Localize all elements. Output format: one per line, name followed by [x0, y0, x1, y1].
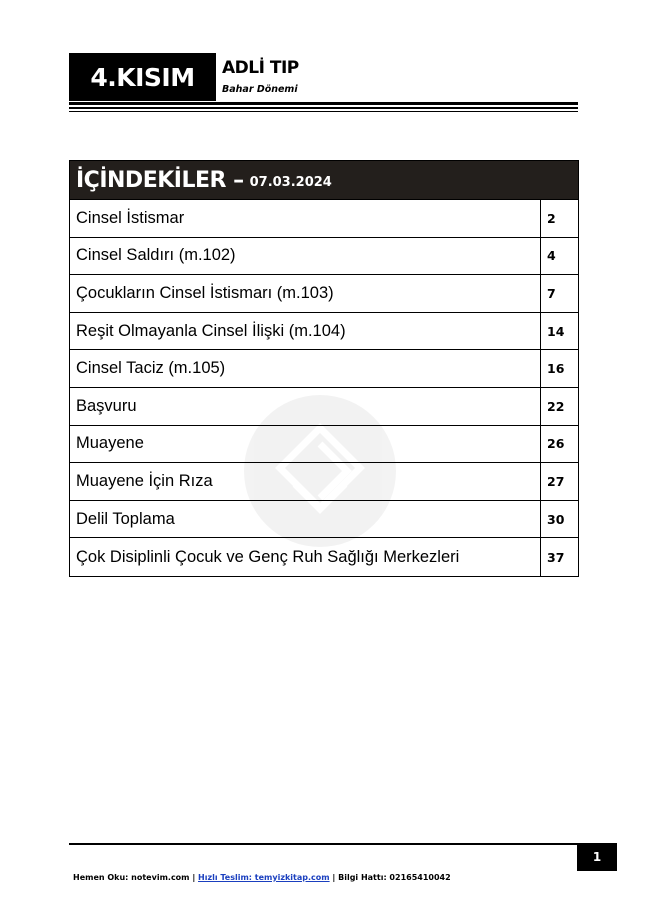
section-label: 4.KISIM: [69, 53, 216, 101]
toc-item-title: Muayene: [70, 426, 541, 463]
toc-rows: [70, 200, 578, 576]
toc-item-page: 27: [547, 473, 565, 489]
toc-item-page: 22: [547, 398, 565, 414]
header-divider: [69, 102, 578, 105]
table-of-contents: [69, 160, 579, 577]
toc-row[interactable]: [70, 501, 578, 539]
footer-info: [73, 873, 451, 882]
header-divider: [69, 107, 578, 109]
toc-row[interactable]: [70, 538, 578, 576]
toc-item-page: 7: [547, 285, 556, 301]
toc-item-title: Muayene İçin Rıza: [70, 463, 541, 500]
toc-item-page: 14: [547, 323, 565, 339]
page-number: 1: [577, 843, 617, 871]
footer-divider: [69, 843, 579, 845]
toc-item-title: Başvuru: [70, 388, 541, 425]
toc-item-title: Cinsel İstismar: [70, 200, 541, 237]
toc-item-title: Çok Disiplinli Çocuk ve Genç Ruh Sağlığı Merkezleri: [70, 538, 541, 576]
toc-row[interactable]: [70, 426, 578, 464]
toc-item-page: 37: [547, 549, 565, 565]
toc-date: 07.03.2024: [249, 174, 332, 190]
toc-item-title: Çocukların Cinsel İstismarı (m.103): [70, 275, 541, 312]
course-title: ADLİ TIP: [222, 58, 299, 78]
toc-item-page: 30: [547, 511, 565, 527]
toc-row[interactable]: [70, 275, 578, 313]
toc-item-page: 2: [547, 210, 556, 226]
toc-heading: [70, 161, 578, 200]
toc-row[interactable]: [70, 238, 578, 276]
toc-item-title: Delil Toplama: [70, 501, 541, 538]
toc-item-page: 4: [547, 248, 556, 264]
toc-row[interactable]: [70, 200, 578, 238]
toc-row[interactable]: [70, 313, 578, 351]
footer-hotline: Bilgi Hattı: 02165410042: [338, 873, 451, 882]
toc-item-title: Cinsel Saldırı (m.102): [70, 238, 541, 275]
toc-row[interactable]: [70, 463, 578, 501]
toc-item-page: 26: [547, 436, 565, 452]
footer-separator: |: [332, 873, 336, 882]
toc-item-title: Cinsel Taciz (m.105): [70, 350, 541, 387]
toc-heading-label: İÇİNDEKİLER –: [76, 167, 244, 193]
toc-item-page: 16: [547, 361, 565, 377]
toc-row[interactable]: [70, 350, 578, 388]
toc-item-title: Reşit Olmayanla Cinsel İlişki (m.104): [70, 313, 541, 350]
term-label: Bahar Dönemi: [222, 84, 298, 95]
toc-row[interactable]: [70, 388, 578, 426]
header-divider: [69, 111, 578, 112]
footer-delivery-link[interactable]: Hızlı Teslim: temyizkitap.com: [198, 873, 330, 882]
footer-read-link: Hemen Oku: notevim.com: [73, 873, 190, 882]
footer-separator: |: [192, 873, 196, 882]
